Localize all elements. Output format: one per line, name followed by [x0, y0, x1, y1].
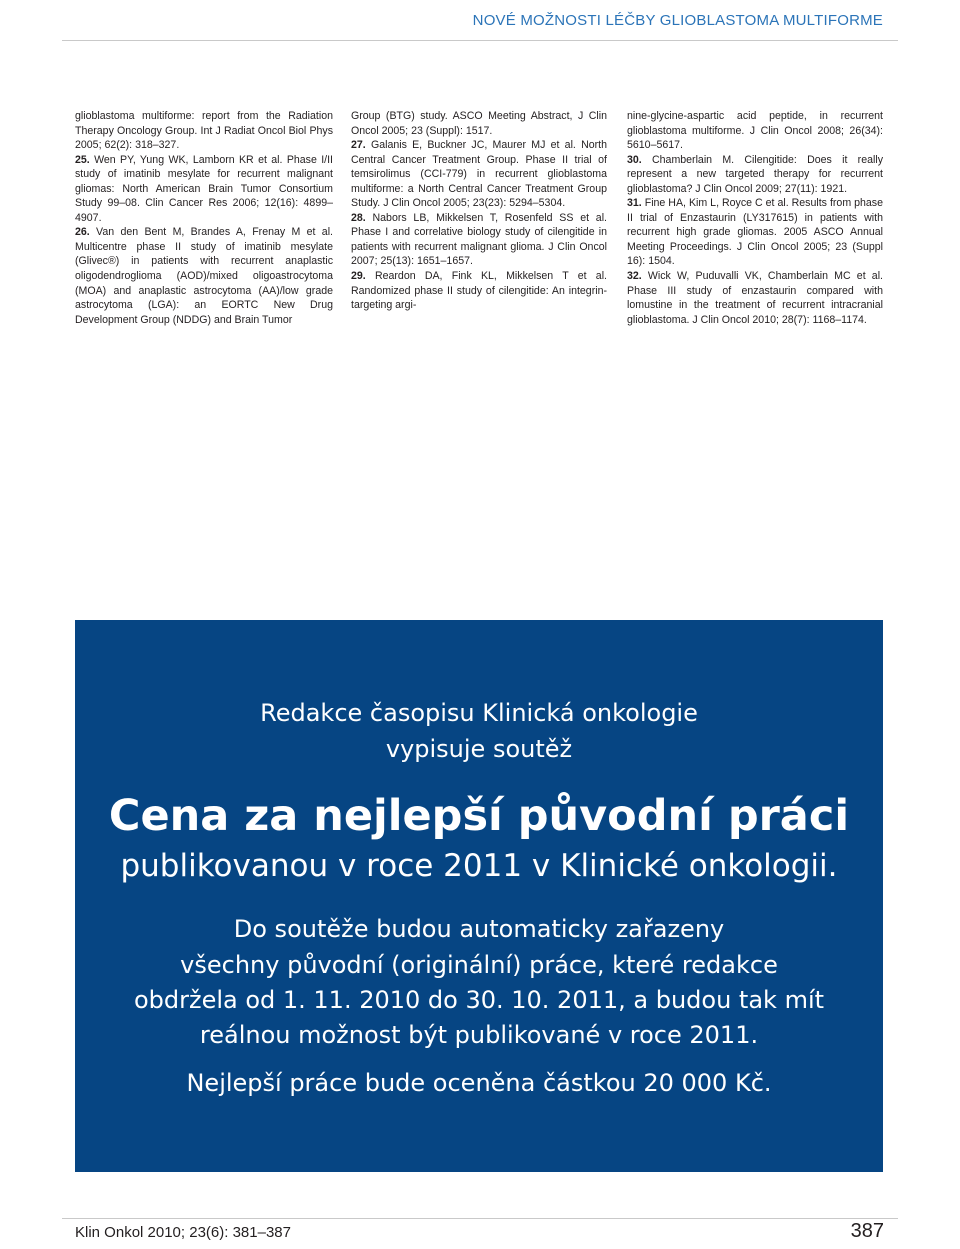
banner-body-line: Do soutěže budou automaticky zařazeny	[233, 915, 725, 943]
banner-subheadline: publikovanou v roce 2011 v Klinické onkologii.	[120, 848, 838, 884]
reference-item: 27. Galanis E, Buckner JC, Maurer MJ et al. North Central Cancer Treatment Group. Phase II trial of temsirolimus (CCI-779) in recurrent glioblastoma multiforme: a North Central Cancer Treatment Group Study. J Clin Oncol 2005; 23(23): 5294–5304.	[351, 139, 607, 210]
references-column-1	[75, 109, 333, 327]
banner-editorial-line: Redakce časopisu Klinická onkologie	[260, 699, 698, 727]
page-number: 387	[850, 1220, 884, 1242]
reference-item: 31. Fine HA, Kim L, Royce C et al. Results from phase II trial of Enzastaurin (LY317615) in patients with recurrent high grade gliomas. 2005 ASCO Annual Meeting Proceedings. J Clin Oncol 2005; 23 (Suppl 16): 1504.	[627, 197, 883, 268]
reference-item: 28. Nabors LB, Mikkelsen T, Rosenfeld SS et al. Phase I and correlative biology study of cilengitide in patients with recurrent malignant glioma. J Clin Oncol 2007; 25(13): 1651–1657.	[351, 211, 607, 268]
reference-item: nine-glycine-aspartic acid peptide, in recurrent glioblastoma multiforme. J Clin Oncol 2008; 26(34): 5610–5617.	[627, 110, 883, 152]
reference-item: 25. Wen PY, Yung WK, Lamborn KR et al. Phase I/II study of imatinib mesylate for recurrent malignant gliomas: North American Brain Tumor Consortium Study 99–08. Clin Cancer Res 2006; 12(16): 4899–4907.	[75, 153, 333, 224]
banner-headline: Cena za nejlepší původní práci	[108, 791, 850, 841]
reference-item: 30. Chamberlain M. Cilengitide: Does it really represent a new targeted therapy for recurrent glioblastoma? J Clin Oncol 2009; 27(11): 1921.	[627, 153, 883, 195]
reference-item: Group (BTG) study. ASCO Meeting Abstract, J Clin Oncol 2005; 23 (Suppl): 1517.	[351, 110, 607, 137]
banner-body-line: obdržela od 1. 11. 2010 do 30. 10. 2011, a budou tak mít	[133, 986, 825, 1014]
references-column-3	[627, 109, 883, 327]
reference-item: 32. Wick W, Puduvalli VK, Chamberlain MC et al. Phase III study of enzastaurin compared with lomustine in the treatment of recurrent intracranial glioblastoma. J Clin Oncol 2010; 28(7): 1168–1174.	[627, 270, 883, 326]
header-divider	[62, 40, 898, 41]
reference-item: 29. Reardon DA, Fink KL, Mikkelsen T et al. Randomized phase II study of cilengitide: An integrin-targeting argi-	[351, 270, 607, 312]
banner-body-line: reálnou možnost být publikované v roce 2011.	[199, 1021, 759, 1049]
banner-prize-line: Nejlepší práce bude oceněna částkou 20 000 Kč.	[186, 1069, 772, 1097]
references-column-2	[351, 109, 607, 313]
banner-announce-line: vypisuje soutěž	[385, 735, 573, 763]
journal-citation: Klin Onkol 2010; 23(6): 381–387	[75, 1224, 291, 1241]
running-header: NOVÉ MOŽNOSTI LÉČBY GLIOBLASTOMA MULTIFORME	[472, 12, 883, 29]
competition-banner	[75, 620, 883, 1172]
reference-item: 26. Van den Bent M, Brandes A, Frenay M et al. Multicentre phase II study of imatinib mesylate (Glivec®) in patients with recurrent anaplastic oligodendroglioma (AOD)/mixed oligoastrocytoma (MOA) and anaplastic astrocytoma (AA)/low grade astrocytoma (LGA): an EORTC New Drug Development Group (NDDG) and Brain Tumor	[75, 226, 333, 326]
reference-item: glioblastoma multiforme: report from the Radiation Therapy Oncology Group. Int J Radiat Oncol Biol Phys 2005; 62(2): 318–327.	[75, 110, 333, 152]
footer-divider	[62, 1218, 898, 1219]
banner-body-line: všechny původní (originální) práce, které redakce	[180, 951, 778, 979]
